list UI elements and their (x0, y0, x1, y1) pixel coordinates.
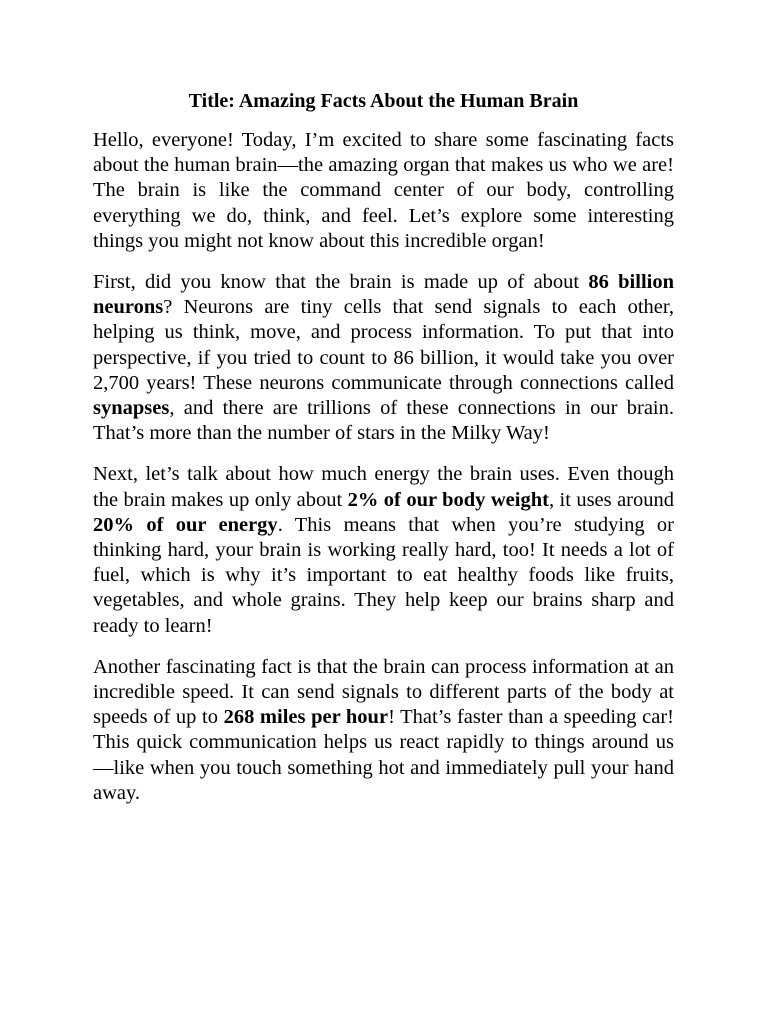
paragraph-text: ! That’s faster than a speeding car! This quick communication helps us react rapidly to things around us—like when you touch something hot and immediately pull your hand away. (93, 706, 674, 804)
bold-signal-speed: 268 miles per hour (223, 706, 389, 729)
paragraph-text: Another fascinating fact is that the brain can process information at an incredible speed. It can send signals to different parts of the body at speeds of up to (93, 655, 674, 729)
document-title: Title: Amazing Facts About the Human Brain (188, 90, 579, 112)
document-page (93, 88, 674, 822)
bold-energy-share: 20% of our energy (93, 513, 278, 536)
bold-body-weight: 2% of our body weight (347, 488, 549, 511)
paragraph-speed (93, 655, 674, 806)
paragraph-text: , it uses around (548, 488, 674, 511)
bold-neuron-count: 86 billion neurons (93, 271, 674, 319)
paragraph-text: First, did you know that the brain is made up of about (93, 271, 589, 294)
paragraph-text: , and there are trillions of these connections in our brain. That’s more than the number of stars in the Milky Way! (93, 397, 674, 445)
paragraph-neurons (93, 270, 674, 446)
paragraph-text: . This means that when you’re studying or thinking hard, your brain is working really hard, too! It needs a lot of fuel, which is why it’s important to eat healthy foods like fruits, vegetables, and whole grains. They help keep our brains sharp and ready to learn! (93, 513, 674, 637)
bold-synapses: synapses (93, 397, 170, 420)
paragraph-intro-text: Hello, everyone! Today, I’m excited to share some fascinating facts about the human brain—the amazing organ that makes us who we are! The brain is like the command center of our body, controlling everything we do, think, and feel. Let’s explore some interesting things you might not know about this incredible organ! (93, 129, 674, 252)
paragraph-text: Next, let’s talk about how much energy the brain uses. Even though the brain makes up only about (93, 463, 674, 511)
paragraph-intro (93, 128, 674, 254)
paragraph-energy (93, 462, 674, 638)
paragraph-text: ? Neurons are tiny cells that send signals to each other, helping us think, move, and process information. To put that into perspective, if you tried to count to 86 billion, it would take you over 2,700 years! These neurons communicate through connections called (93, 296, 674, 394)
